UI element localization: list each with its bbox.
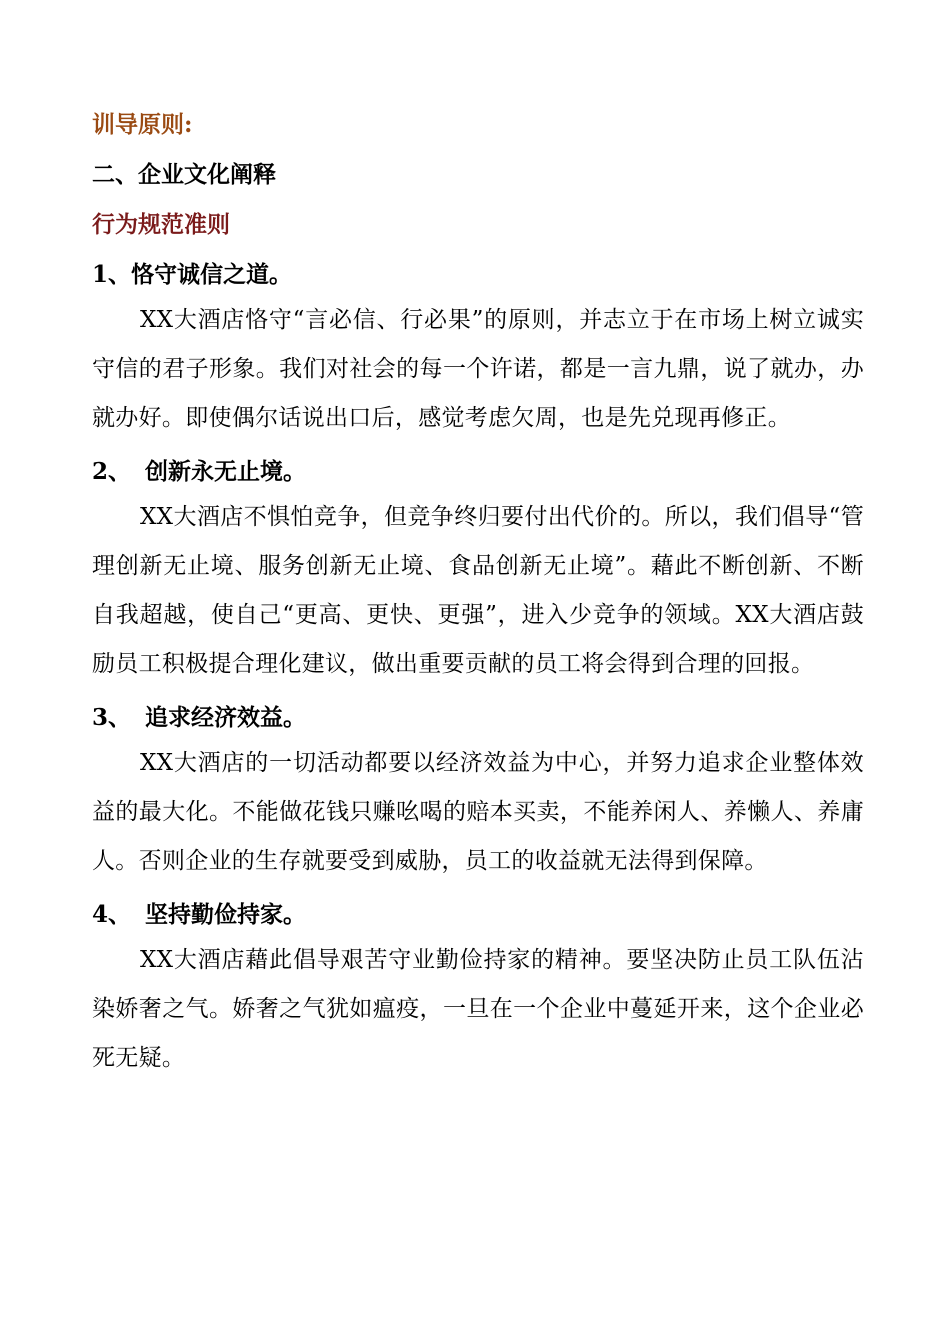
item-heading (92, 457, 864, 487)
item-title: 坚持勤俭持家。 (145, 901, 307, 928)
item-title: 恪守诚信之道。 (131, 261, 293, 288)
item-2 (92, 457, 864, 689)
item-1 (92, 260, 864, 443)
item-3 (92, 703, 864, 886)
section-heading: 二、企业文化阐释 (92, 161, 276, 188)
principles-heading: 训导原则: (92, 111, 193, 138)
item-body: XX大酒店的一切活动都要以经济效益为中心，并努力追求企业整体效益的最大化。不能做花钱只赚吆喝的赔本买卖，不能养闲人、养懒人、养庸人。否则企业的生存就要受到威胁，员工的收益就无法得到保障。 (92, 750, 864, 874)
item-number: 2、 (92, 458, 132, 485)
item-heading (92, 900, 864, 930)
item-number: 4、 (92, 901, 132, 928)
item-number: 1、 (92, 261, 132, 288)
item-heading (92, 703, 864, 733)
item-body: XX大酒店不惧怕竞争，但竞争终归要付出代价的。所以，我们倡导“管理创新无止境、服务创新无止境、食品创新无止境”。藉此不断创新、不断自我超越，使自己“更高、更快、更强”，进入少竞争的领域。XX大酒店鼓励员工积极提合理化建议，做出重要贡献的员工将会得到合理的回报。 (92, 504, 864, 677)
item-title: 追求经济效益。 (145, 704, 307, 731)
item-body: XX大酒店恪守“言必信、行必果”的原则，并志立于在市场上树立诚实守信的君子形象。我们对社会的每一个许诺，都是一言九鼎，说了就办，办就办好。即使偶尔话说出口后，感觉考虑欠周，也是先兑现再修正。 (92, 307, 864, 431)
item-title: 创新永无止境。 (145, 458, 307, 485)
item-heading (92, 260, 864, 290)
norms-heading: 行为规范准则 (92, 211, 230, 238)
item-4 (92, 900, 864, 1083)
item-number: 3、 (92, 704, 132, 731)
item-body: XX大酒店藉此倡导艰苦守业勤俭持家的精神。要坚决防止员工队伍沾染娇奢之气。娇奢之气犹如瘟疫，一旦在一个企业中蔓延开来，这个企业必死无疑。 (92, 947, 864, 1071)
document-page (92, 110, 864, 1083)
